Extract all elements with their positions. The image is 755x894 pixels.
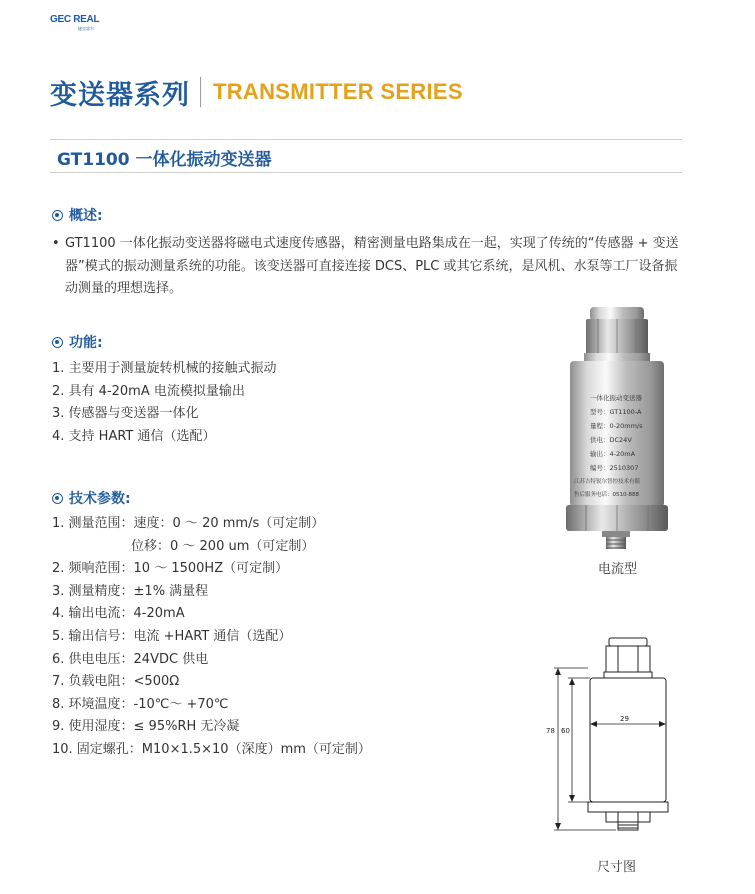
list-item: 9. 使用湿度：≤ 95%RH 无冷凝 [52, 719, 240, 735]
list-item: 6. 供电电压：24VDC 供电 [52, 651, 209, 667]
functions-list [52, 358, 277, 448]
photo-caption: 电流型 [598, 562, 638, 577]
photo-label-line: 售后服务电话：0510-888 [574, 492, 639, 498]
list-item: 8. 环境温度：-10℃～ +70℃ [52, 696, 229, 712]
series-title [50, 72, 463, 112]
company-logo [50, 10, 100, 32]
top-divider [50, 139, 682, 140]
photo-label-line: 编号：2510307 [590, 464, 639, 472]
list-bullet: • [52, 236, 60, 251]
list-item: 4. 输出电流：4-20mA [52, 606, 185, 622]
functions-heading-label: 功能: [69, 335, 103, 351]
overview-heading-label: 概述: [69, 208, 103, 224]
product-photo [556, 305, 682, 555]
dimension-drawing [538, 630, 688, 845]
specs-list [52, 513, 371, 762]
photo-label-line: 型号：GT1100-A [590, 408, 642, 416]
series-title-cn: 变送器系列 [50, 79, 190, 111]
list-item: 3. 测量精度：±1% 满量程 [52, 583, 209, 599]
photo-label-line: 量程：0-20mm/s [590, 422, 643, 430]
overview-paragraph [52, 233, 684, 301]
dimension-drawing-svg [538, 630, 688, 845]
drawing-caption: 尺寸图 [597, 860, 637, 875]
list-item: 2. 具有 4-20mA 电流模拟量输出 [52, 383, 245, 399]
title-divider [50, 172, 682, 173]
dimension-width-label: 29 [620, 715, 629, 723]
list-item: 2. 频响范围：10 ～ 1500HZ（可定制） [52, 561, 289, 577]
dimension-total-label: 78 [546, 727, 555, 735]
photo-label-line: 江苏吉特锐尔智控技术有限 [574, 479, 641, 485]
circle-bullet-icon [52, 493, 63, 504]
list-item: 4. 支持 HART 通信（选配） [52, 428, 216, 444]
photo-label-line: 输出：4-20mA [590, 450, 636, 458]
functions-heading [52, 332, 103, 352]
logo-subtext: 捷克睿尔 [78, 26, 94, 31]
list-item-text: 位移：0 ～ 200 um（可定制） [131, 538, 315, 554]
list-item [52, 536, 371, 559]
circle-bullet-icon [52, 337, 63, 348]
overview-text: GT1100 一体化振动变送器将磁电式速度传感器，精密测量电路集成在一起，实现了传统的“传感器 + 变送器”模式的振动测量系统的功能。该变送器可直接连接 DCS、PLC 或其它系统，是风机、水泵等工厂设备振动测量的理想选择。 [65, 236, 679, 296]
product-title: GT1100 一体化振动变送器 [57, 150, 272, 170]
photo-label-line: 一体化振动变送器 [590, 394, 642, 402]
list-item: 1. 测量范围：速度：0 ～ 20 mm/s（可定制） [52, 516, 325, 531]
overview-heading [52, 205, 103, 225]
series-title-divider [200, 77, 201, 107]
list-item: 1. 主要用于测量旋转机械的接触式振动 [52, 361, 277, 376]
list-item: 10. 固定螺孔：M10×1.5×10（深度）mm（可定制） [52, 741, 371, 757]
dimension-body-label: 60 [561, 727, 570, 735]
transmitter-illustration [556, 305, 682, 555]
list-item: 5. 输出信号：电流 +HART 通信（选配） [52, 628, 292, 644]
specs-heading [52, 488, 131, 508]
specs-heading-label: 技术参数: [69, 491, 131, 507]
photo-label-line: 供电：DC24V [590, 436, 632, 444]
logo-wordmark: GEC REAL [50, 14, 100, 25]
list-item: 3. 传感器与变送器一体化 [52, 406, 199, 422]
circle-bullet-icon [52, 210, 63, 221]
list-item: 7. 负载电阻：<500Ω [52, 674, 180, 690]
series-title-en: TRANSMITTER SERIES [213, 79, 463, 104]
